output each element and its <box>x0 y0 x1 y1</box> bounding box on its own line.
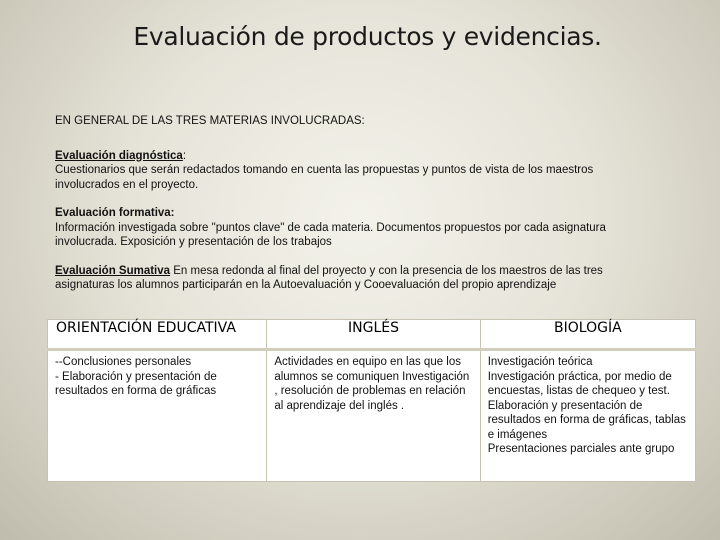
diagnostic-heading: Evaluación diagnóstica <box>55 149 183 162</box>
intro-text: EN GENERAL DE LAS TRES MATERIAS INVOLUCRADAS: <box>55 115 365 127</box>
header-orientacion: ORIENTACIÓN EDUCATIVA <box>48 320 267 350</box>
cell-orientacion <box>48 350 267 482</box>
summative-heading: Evaluación Sumativa <box>55 264 171 277</box>
biologia-line-1: Investigación teórica <box>487 356 593 368</box>
table-row <box>48 350 696 482</box>
evaluation-description <box>55 114 655 307</box>
biologia-line-2: Investigación práctica, por medio de encuestas, listas de chequeo y test. <box>487 370 672 397</box>
summative-section <box>55 264 655 293</box>
cell-biologia <box>480 350 695 482</box>
table-header-row <box>48 320 696 350</box>
formative-heading: Evaluación formativa: <box>55 207 175 219</box>
formative-section <box>55 206 655 250</box>
orientacion-line-1: --Conclusiones personales <box>55 356 192 368</box>
orientacion-line-2: - Elaboración y presentación de resultados en forma de gráficas <box>55 370 217 397</box>
header-ingles: INGLÉS <box>267 320 480 350</box>
ingles-line-1: Actividades en equipo en las que los alumnos se comuniquen Investigación , resolución de problemas en relación al aprendizaje del inglés . <box>274 356 470 412</box>
biologia-line-3: Elaboración y presentación de resultados en forma de gráficas, tablas e imágenes <box>487 399 686 441</box>
diagnostic-colon: : <box>182 149 187 162</box>
diagnostic-text: Cuestionarios que serán redactados tomando en cuenta las propuestas y puntos de vista de los maestros involucrados en el proyecto. <box>55 164 594 191</box>
formative-text: Información investigada sobre "puntos clave" de cada materia. Documentos propuestos por cada asignatura involucrada. Exposición y presentación de los trabajos <box>55 221 606 248</box>
cell-ingles <box>267 350 480 482</box>
diagnostic-section <box>55 149 655 193</box>
page-title: Evaluación de productos y evidencias. <box>133 22 602 51</box>
summative-text: En mesa redonda al final del proyecto y con la presencia de los maestros de las tres asignaturas los alumnos participarán en la Autoevaluación y Cooevaluación del propio aprendizaje <box>55 264 603 291</box>
biologia-line-4: Presentaciones parciales ante grupo <box>487 443 675 455</box>
header-biologia: BIOLOGÍA <box>480 320 695 350</box>
subjects-table <box>47 319 696 482</box>
